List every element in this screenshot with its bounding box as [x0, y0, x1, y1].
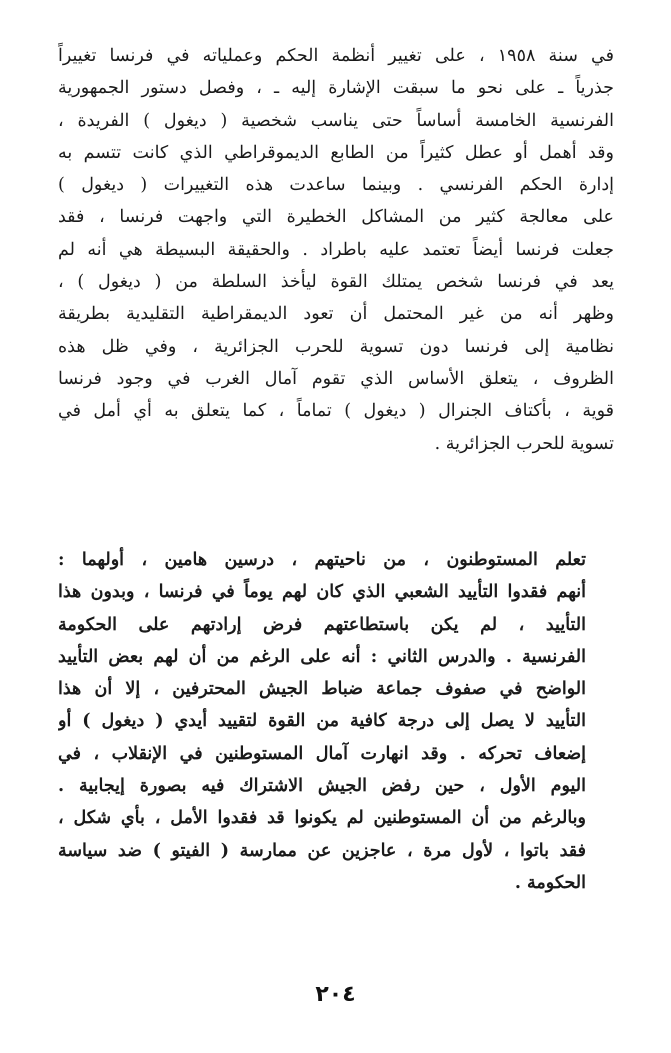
text-line: تسوية للحرب الجزائرية .: [434, 433, 614, 454]
paragraph-1: [58, 40, 614, 460]
text-line: أنهم فقدوا التأييد الشعبي الذي كان لهم يوماً في فرنسا ، وبدون هذا: [58, 582, 586, 603]
text-line: جذرياً ـ على نحو ما سبقت الإشارة إليه ـ ، وفصل دستور الجمهورية: [58, 78, 614, 99]
page-number: ٢٠٤: [315, 982, 356, 1007]
text-line: التأييد لا يصل إلى درجة كافية من القوة لتقييد أيدي ( ديغول ) أو: [58, 711, 586, 732]
text-line: الواضح في صفوف جماعة ضباط الجيش المحترفين ، إلا أن هذا: [58, 679, 586, 700]
paragraph-2: [58, 544, 614, 899]
text-line: وظهر أنه من غير المحتمل أن تعود الديمقراطية التقليدية بطريقة: [58, 304, 614, 325]
text-line: نظامية إلى فرنسا دون تسوية للحرب الجزائرية ، وفي ظل هذه: [58, 336, 614, 357]
text-line: في سنة ١٩٥٨ ، على تغيير أنظمة الحكم وعملياته في فرنسا تغييراً: [58, 46, 614, 66]
text-line: اليوم الأول ، حين رفض الجيش الاشتراك فيه بصورة إيجابية .: [58, 776, 586, 797]
text-line: قوية ، بأكتاف الجنرال ( ديغول ) تماماً ، كما يتعلق به أي أمل في: [58, 401, 614, 422]
text-line: جعلت فرنسا أيضاً تعتمد عليه باطراد . والحقيقة البسيطة هي أنه لم: [58, 239, 614, 260]
text-line: الفرنسية . والدرس الثاني : أنه على الرغم من أن لهم بعض التأييد: [58, 646, 586, 667]
text-line: يعد في فرنسا شخص يمتلك القوة ليأخذ السلطة من ( ديغول ) ،: [58, 272, 614, 293]
text-line: الظروف ، يتعلق الأساس الذي تقوم آمال الغرب في وجود فرنسا: [58, 368, 614, 389]
text-line: تعلم المستوطنون ، من ناحيتهم ، درسين هامين ، أولهما :: [58, 550, 586, 570]
text-line: إضعاف تحركه . وقد انهارت آمال المستوطنين في الإنقلاب ، في: [58, 743, 586, 764]
text-line: فقد باتوا ، لأول مرة ، عاجزين عن ممارسة ( الفيتو ) ضد سياسة: [58, 840, 586, 861]
text-line: إدارة الحكم الفرنسي . وبينما ساعدت هذه التغييرات ( ديغول ): [58, 175, 614, 196]
text-line: وبالرغم من أن المستوطنين لم يكونوا قد فقدوا الأمل ، بأي شكل ،: [58, 808, 586, 829]
text-line: على معالجة كثير من المشاكل الخطيرة التي واجهت فرنسا ، فقد: [58, 207, 614, 228]
text-line: الحكومة .: [514, 872, 586, 893]
text-line: التأييد ، لم يكن باستطاعتهم فرض إرادتهم على الحكومة: [58, 614, 586, 635]
text-line: وقد أهمل أو عطل كثيراً من الطابع الديموقراطي الذي كانت تتسم به: [58, 142, 614, 163]
text-line: الفرنسية الخامسة أساساً حتى يناسب شخصية ( ديغول ) الفريدة ،: [58, 110, 614, 131]
